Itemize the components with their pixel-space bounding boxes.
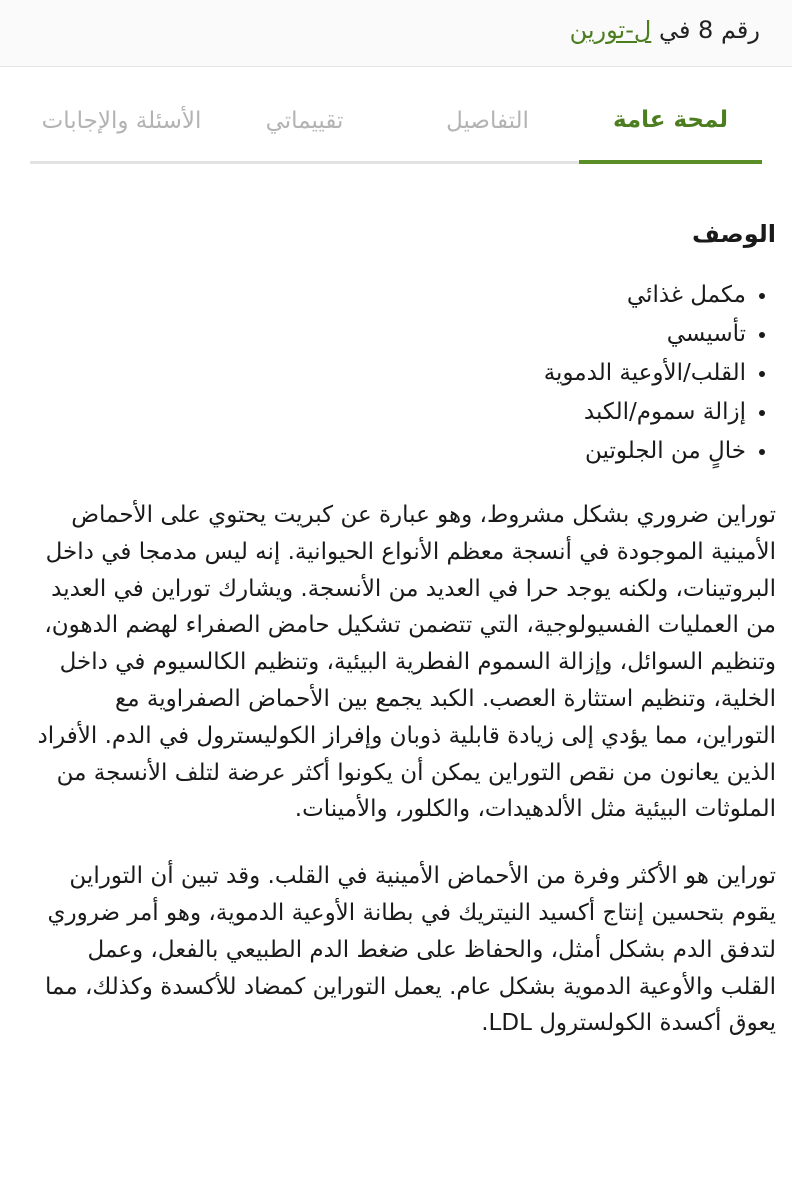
tab-my-reviews[interactable]: تقييماتي <box>213 80 396 164</box>
description-section <box>34 220 776 1072</box>
tab-bar <box>30 80 762 164</box>
tab-details[interactable]: التفاصيل <box>396 80 579 164</box>
list-item: • تأسيسي <box>34 315 746 354</box>
category-rank <box>570 16 760 44</box>
description-paragraph: تورا‌ين هو الأكثر وفرة من الأحماض الأمينية في القلب. وقد تبين أن التوراين يقوم بتحسين إنتاج أكسيد النيتريك في بطانة الأوعية الدموية، وهو أمر ضروري لتدفق الدم بشكل أمثل، والحفاظ على ضغط الدم الطبيعي بالفعل، وعمل القلب والأوعية الدموية بشكل عام. يعمل التوراين كمضاد للأكسدة وكذلك، مما يعوق أكسدة الكولسترول LDL. <box>45 863 776 1037</box>
tab-overview[interactable]: لمحة عامة <box>579 80 762 164</box>
list-item: • خالٍ من الجلوتين <box>34 432 746 471</box>
feature-list <box>34 276 776 471</box>
category-link[interactable]: ل-تورين <box>569 16 652 44</box>
rank-label: رقم 8 في <box>658 16 760 44</box>
top-bar <box>0 0 792 67</box>
tab-questions-answers[interactable]: الأسئلة والإجابات <box>30 80 213 164</box>
description-title: الوصف <box>691 220 776 248</box>
list-item: • إزالة سموم/الكبد <box>34 393 746 432</box>
description-paragraph: تورا‌ين ضروري بشكل مشروط، وهو عبارة عن كبريت يحتوي على الأحماض الأمينية الموجودة في أنسجة معظم الأنواع الحيوانية. إنه ليس مدمجا في داخل البروتينات، ولكنه يوجد حرا في العديد من الأنسجة. ويشارك تورا‌ين في العديد من العمليات الفسيولوجية، التي تتضمن تشكيل حامض الصفراء لهضم الدهون، وتنظيم السوائل، وإزالة السموم الفطرية البيئية، وتنظيم الكالسيوم في داخل الخلية، وتنظيم استثارة العصب. الكبد يجمع بين الأحماض الصفراوية مع التوراين، مما يؤدي إلى زيادة قابلية ذوبان وإفراز الكوليسترول في الدم. الأفراد الذين يعانون من نقص التوراين يمكن أن يكونوا أكثر عرضة لتلف الأنسجة من الملوثات البيئية مثل الألدهيدات، والكلور، والأمينات. <box>37 502 776 823</box>
list-item: • مكمل غذائي <box>34 276 746 315</box>
list-item: • القلب/الأوعية الدموية <box>34 354 746 393</box>
